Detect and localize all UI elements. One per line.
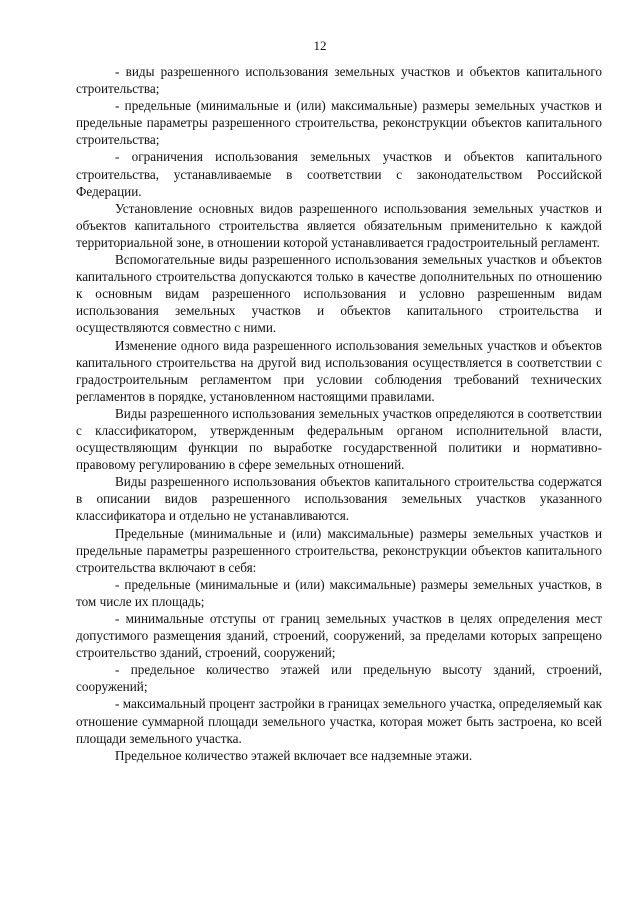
paragraph: - максимальный процент застройки в границах земельного участка, определяемый как отношение суммарной площади земельного участка, которая может быть застроена, ко всей площади земельного участка. xyxy=(76,696,602,746)
paragraph: Виды разрешенного использования земельных участков определяются в соответствии с классификатором, утвержденным федеральным органом исполнительной власти, осуществляющим функции по выработке государственной политики и нормативно-правовому регулированию в сфере земельных отношений. xyxy=(76,405,602,473)
paragraph: Предельные (минимальные и (или) максимальные) размеры земельных участков и предельные параметры разрешенного строительства, реконструкции объектов капитального строительства включают в себя: xyxy=(76,525,602,575)
page-number: 12 xyxy=(313,38,327,53)
paragraph: - предельные (минимальные и (или) максимальные) размеры земельных участков, в том числе их площадь; xyxy=(76,576,602,609)
paragraph: Вспомогательные виды разрешенного использования земельных участков и объектов капитального строительства допускаются только в качестве дополнительных по отношению к основным видам разрешенного использования и условно разрешенным видам использования земельных участков и объектов капитального строительства и осуществляются совместно с ними. xyxy=(76,252,602,336)
paragraph: Изменение одного вида разрешенного использования земельных участков и объектов капитального строительства на другой вид использования осуществляется в соответствии с градостроительным регламентом при условии соблюдения требований технических регламентов в порядке, установленном настоящими правилами. xyxy=(76,337,602,404)
paragraph: - предельные (минимальные и (или) максимальные) размеры земельных участков и предельные параметры разрешенного строительства, реконструкции объектов капитального строительства; xyxy=(76,98,602,148)
paragraph: - минимальные отступы от границ земельных участков в целях определения мест допустимого размещения зданий, строений, сооружений, за пределами которых запрещено строительство зданий, строений, сооружений; xyxy=(76,611,602,661)
paragraph: Предельное количество этажей включает все надземные этажи. xyxy=(115,747,473,763)
paragraph: - виды разрешенного использования земельных участков и объектов капитального строительства; xyxy=(76,64,602,97)
paragraph: - предельное количество этажей или предельную высоту зданий, строений, сооружений; xyxy=(76,662,602,695)
document-body xyxy=(76,63,602,764)
paragraph: Установление основных видов разрешенного использования земельных участков и объектов капитального строительства является обязательным применительно к каждой территориальной зоне, в отношении которой устанавливается градостроительный регламент. xyxy=(76,200,602,250)
paragraph: Виды разрешенного использования объектов капитального строительства содержатся в описании видов разрешенного использования земельных участков указанного классификатора и отдельно не устанавливаются. xyxy=(76,474,602,524)
paragraph: - ограничения использования земельных участков и объектов капитального строительства, устанавливаемые в соответствии с законодательством Российской Федерации. xyxy=(76,149,602,199)
